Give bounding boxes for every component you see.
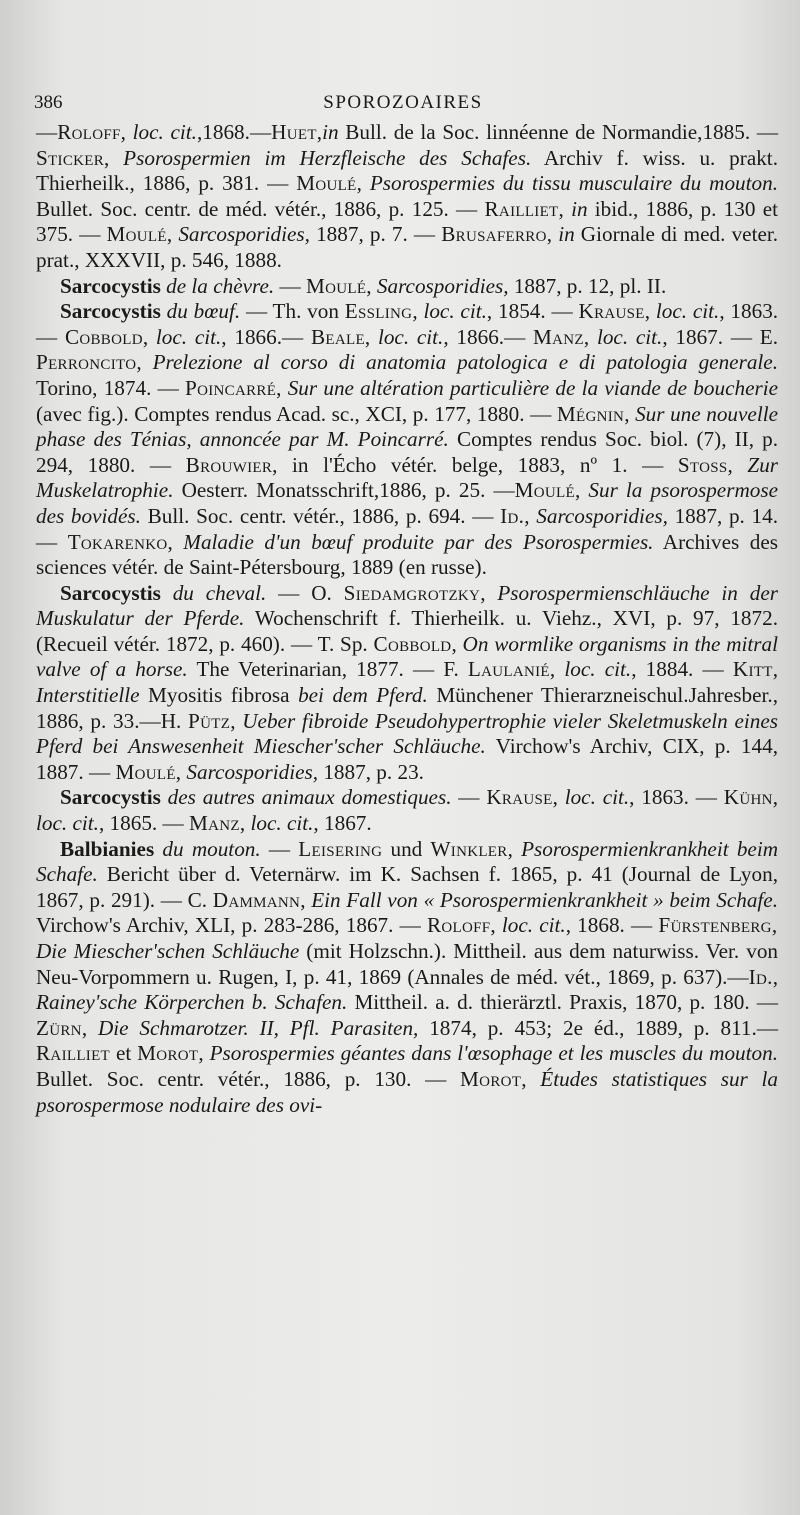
section-heading: Balbianies xyxy=(60,836,155,861)
text-run: 1887, p. 12, pl. II. xyxy=(508,273,667,298)
title-text: loc. cit. xyxy=(155,324,222,349)
text-run: , 1863. — xyxy=(36,299,779,349)
text-run: The Veterinarian, 1877. — F. xyxy=(187,657,468,682)
author-name: Roloff xyxy=(57,120,121,144)
text-run: Bullet. Soc. centr. vétér., 1886, p. 130. — xyxy=(36,1066,461,1091)
text-run: , xyxy=(412,299,424,324)
text-run: 1887, p. 23. xyxy=(318,759,424,784)
bibliography-paragraph xyxy=(36,120,778,274)
author-name: Cobbold xyxy=(64,324,143,349)
text-run: — xyxy=(451,785,487,810)
page-number: 386 xyxy=(34,92,63,113)
running-head xyxy=(34,92,772,122)
title-text: loc. cit. xyxy=(250,811,314,836)
text-run: et xyxy=(110,1041,138,1066)
author-name: Krause xyxy=(486,785,553,810)
text-run: , 1867. — E. xyxy=(662,324,778,349)
author-name: Mégnin xyxy=(556,401,625,426)
text-run: Comptes rendus Soc. biol. (7), II, p. 294, 1880. — xyxy=(36,427,778,477)
text-run: 1874, p. 453; 2e éd., 1889, p. 811.— xyxy=(418,1015,779,1040)
title-text: Prelezione al corso di anatomia patologica e di patologia generale. xyxy=(152,350,779,375)
text-run: , 1884. — xyxy=(631,657,733,682)
text-run: , xyxy=(364,324,378,349)
title-text: Sarcosporidies, xyxy=(186,759,319,784)
title-text: Psorospermies géantes dans l'œsophage et les muscles du mouton. xyxy=(209,1041,779,1066)
text-run: , xyxy=(142,324,156,349)
text-run: , xyxy=(198,1041,210,1066)
author-name: Id. xyxy=(500,503,525,528)
text-run: , xyxy=(771,913,778,938)
title-text: loc. cit. xyxy=(423,299,487,324)
text-run: , xyxy=(316,120,323,144)
title-text: Ueber fibroide Pseudohypertrophie vieler Skeletmuskeln eines Pferd bei Answesenheit Miescher'scher Schläuche. xyxy=(36,708,778,759)
author-name: Cobbold xyxy=(373,631,452,656)
text-run: , xyxy=(230,708,243,733)
author-name: Roloff xyxy=(426,913,491,938)
title-text: Psorospermienkrankheit beim Schafe. xyxy=(36,836,779,887)
title-text: du cheval. xyxy=(172,580,267,605)
title-text: Interstitielle xyxy=(36,683,140,708)
page-body xyxy=(36,120,778,1118)
author-name: Railliet xyxy=(484,196,559,221)
text-run: , xyxy=(276,375,288,400)
text-run: und xyxy=(382,836,431,861)
text-run: , xyxy=(549,657,565,682)
author-name: Moulé xyxy=(305,273,367,298)
text-run: Virchow's Archiv, CIX, p. 144, 1887. — xyxy=(36,734,778,784)
author-name: Brusaferro xyxy=(441,222,547,247)
text-run: — xyxy=(260,836,299,861)
text-run: , xyxy=(521,1066,541,1091)
text-run: , xyxy=(727,452,748,477)
text-run: , xyxy=(552,785,565,810)
text-run: , 1863. — xyxy=(629,785,724,810)
text-run: , xyxy=(558,196,572,221)
title-text: Études statistiques sur la psorospermose nodulaire des ovi- xyxy=(36,1066,779,1117)
author-name: Dammann xyxy=(212,887,301,912)
text-run: , xyxy=(772,785,779,810)
bibliography-paragraph xyxy=(36,785,778,836)
author-name: Moulé xyxy=(106,222,167,247)
title-text: Psorospermies du tissu musculaire du mouton. xyxy=(369,171,779,196)
author-name: Siedamgrotzky xyxy=(343,580,481,605)
title-text: Sur une altération particulière de la viande de boucherie xyxy=(287,375,779,400)
text-run: ibid., 1886, p. 130 et 375. — xyxy=(36,196,778,247)
author-name: Moulé xyxy=(514,478,575,503)
author-name: Perroncito xyxy=(36,350,137,375)
text-run: , xyxy=(167,529,184,554)
title-text: des autres animaux domestiques. xyxy=(167,785,452,810)
text-run: , 1866.— xyxy=(443,324,534,349)
title-text: loc. cit. xyxy=(564,785,630,810)
text-run: 1887, p. 14. — xyxy=(36,503,779,554)
text-run: , xyxy=(451,631,463,656)
title-text: loc. cit. xyxy=(655,299,720,324)
text-run: 1887, p. 7. — xyxy=(309,222,442,247)
title-text: On wormlike organisms in the mitral valve of a horse. xyxy=(36,631,778,682)
text-run: — Th. von xyxy=(240,299,345,324)
author-name: Id. xyxy=(748,964,773,989)
title-text: Die Schmarotzer. II, Pfl. Parasiten, xyxy=(97,1015,419,1040)
text-run: , xyxy=(356,171,370,196)
title-text: Sur la psorospermose des bovidés. xyxy=(36,478,779,528)
text-run: Oesterr. Monatsschrift,1886, p. 25. — xyxy=(173,478,515,503)
text-run: Giornale di med. veter. prat., XXXVII, p. 546, 1888. xyxy=(36,222,779,272)
title-text: Zur Muskelatrophie. xyxy=(36,452,779,503)
bibliography-paragraph xyxy=(36,299,778,581)
author-name: Zürn xyxy=(36,1015,82,1040)
text-run: , xyxy=(104,145,124,170)
author-name: Sticker xyxy=(36,145,105,170)
title-text: loc. cit. xyxy=(501,913,566,938)
text-run: — xyxy=(36,120,58,144)
title-text: bei dem Pferd. xyxy=(298,683,428,708)
title-text: Sarcosporidies, xyxy=(178,222,310,247)
author-name: Poincarré xyxy=(185,375,277,400)
text-run: (mit Holzschn.). Mittheil. aus dem naturwiss. Ver. von Neu-Vorpommern u. Rugen, I, p. 41, 1869 (Annales de méd. vét., 1869, p. 637).— xyxy=(36,939,779,989)
text-run: Mittheil. a. d. thierärztl. Praxis, 1870, p. 180. — xyxy=(347,990,779,1015)
text-run: Bull. de la Soc. linnéenne de Normandie,1885. — xyxy=(338,120,779,144)
text-run: (avec fig.). Comptes rendus Acad. sc., XCI, p. 177, 1880. — xyxy=(36,401,557,426)
text-run: Wochenschrift f. Thierheilk. u. Viehz., XVI, p. 97, 1872. (Recueil vétér. 1872, p. 460). — T. Sp. xyxy=(36,606,778,656)
text-run: — xyxy=(274,273,306,298)
title-text: loc. cit. xyxy=(36,811,99,836)
text-run: , 1866.— xyxy=(221,324,311,349)
author-name: Brouwier xyxy=(185,452,273,477)
title-text: loc. cit. xyxy=(132,120,197,144)
text-run: , 1868. — xyxy=(565,913,659,938)
author-name: Laulanié xyxy=(467,657,550,682)
title-text: Psorospermienschläuche in der Muskulatur der Pferde. xyxy=(36,580,779,631)
author-name: Railliet xyxy=(36,1041,111,1066)
title-text: de la chèvre. xyxy=(166,273,275,298)
section-heading: Sarcocystis xyxy=(60,785,161,810)
text-run: , 1854. — xyxy=(486,299,579,324)
text-run: , in l'Écho vétér. belge, 1883, nº 1. — xyxy=(272,452,678,477)
title-text: loc. cit. xyxy=(596,324,663,349)
text-run: , xyxy=(490,913,502,938)
text-run: , 1865. — xyxy=(98,811,189,836)
section-heading: Sarcocystis xyxy=(60,273,161,298)
author-name: Essling xyxy=(344,299,413,324)
author-name: Leisering xyxy=(298,836,383,861)
author-name: Stoss xyxy=(677,452,728,477)
text-run: , xyxy=(624,401,636,426)
text-run: , xyxy=(644,299,656,324)
text-run: Torino, 1874. — xyxy=(36,375,186,400)
text-run: ,1868.— xyxy=(196,120,272,144)
text-run: , 1867. xyxy=(313,811,372,836)
title-text: loc. cit. xyxy=(564,657,632,682)
text-run: , xyxy=(772,657,778,682)
bibliography-paragraph xyxy=(36,837,778,1119)
author-name: Kitt xyxy=(732,657,773,682)
text-run: , xyxy=(136,350,153,375)
text-run: Archives des sciences vétér. de Saint-Pétersbourg, 1889 (en russe). xyxy=(36,529,779,580)
author-name: Pütz xyxy=(188,708,231,733)
text-run: Virchow's Archiv, XLI, p. 283-286, 1867. — xyxy=(36,913,427,938)
text-run: , xyxy=(524,503,537,528)
section-heading: Sarcocystis xyxy=(60,299,161,324)
text-run xyxy=(161,581,173,605)
text-run: Bull. Soc. centr. vétér., 1886, p. 694. — xyxy=(140,503,501,528)
author-name: Fürstenberg xyxy=(658,913,772,938)
title-text: Die Miescher'schen Schläuche xyxy=(36,939,300,963)
title-text: in xyxy=(558,222,575,247)
text-run: , xyxy=(507,836,522,861)
author-name: Krause xyxy=(578,299,645,324)
title-text: loc. cit. xyxy=(377,324,444,349)
text-run: , xyxy=(546,222,559,247)
author-name: Huet xyxy=(271,120,317,144)
text-run: Bericht über d. Veternärw. im K. Sachsen f. 1865, p. 41 (Journal de Lyon, 1867, p. 291). — C. xyxy=(36,862,778,912)
running-title: SPOROZOAIRES xyxy=(323,92,483,113)
text-run: , xyxy=(81,1015,98,1040)
title-text: Sarcosporidies, xyxy=(376,273,509,298)
author-name: Kühn xyxy=(723,785,773,810)
text-run: — O. xyxy=(266,580,344,605)
text-run: , xyxy=(575,478,589,503)
title-text: du mouton. xyxy=(162,836,261,861)
bibliography-paragraph xyxy=(36,274,778,300)
author-name: Moulé xyxy=(115,759,176,784)
author-name: Morot xyxy=(137,1041,199,1066)
text-run: Myositis fibrosa xyxy=(139,683,299,708)
title-text: in xyxy=(571,196,588,221)
title-text: Rainey'sche Körperchen b. Schafen. xyxy=(36,990,348,1015)
title-text: Ein Fall von « Psorospermienkrankheit » beim Schafe. xyxy=(311,887,779,912)
author-name: Manz xyxy=(533,324,584,349)
text-run: , xyxy=(480,580,498,605)
text-run: , xyxy=(300,887,312,912)
author-name: Morot xyxy=(460,1066,522,1091)
text-run: , xyxy=(120,120,133,144)
author-name: Manz xyxy=(189,811,240,836)
author-name: Moulé xyxy=(296,171,357,196)
text-run: Bullet. Soc. centr. de méd. vétér., 1886, p. 125. — xyxy=(36,196,485,221)
text-run: , xyxy=(175,759,187,784)
text-run: , xyxy=(583,324,597,349)
title-text: Sur une nouvelle phase des Ténias, annoncée par M. Poincarré. xyxy=(36,401,779,452)
text-run: , xyxy=(166,222,179,247)
author-name: Winkler xyxy=(430,836,508,861)
title-text: in xyxy=(322,120,339,144)
title-text: Psorospermien im Herzfleische des Schafes. xyxy=(123,145,532,170)
text-run: , xyxy=(366,273,377,298)
author-name: Tokarenko xyxy=(67,529,168,554)
text-run: , xyxy=(772,964,778,989)
text-run: , xyxy=(239,811,251,836)
author-name: Beale xyxy=(310,324,365,349)
text-run: Archiv f. wiss. u. prakt. Thierheilk., 1886, p. 381. — xyxy=(36,145,778,196)
title-text: du bœuf. xyxy=(166,299,241,324)
text-run xyxy=(161,785,168,809)
section-heading: Sarcocystis xyxy=(60,580,161,605)
text-run: Münchener Thierarzneischul.Jahresber., 1886, p. 33.—H. xyxy=(36,683,778,733)
bibliography-paragraph xyxy=(36,581,778,786)
title-text: Sarcosporidies, xyxy=(536,503,668,528)
title-text: Maladie d'un bœuf produite par des Psorospermies. xyxy=(183,529,654,554)
